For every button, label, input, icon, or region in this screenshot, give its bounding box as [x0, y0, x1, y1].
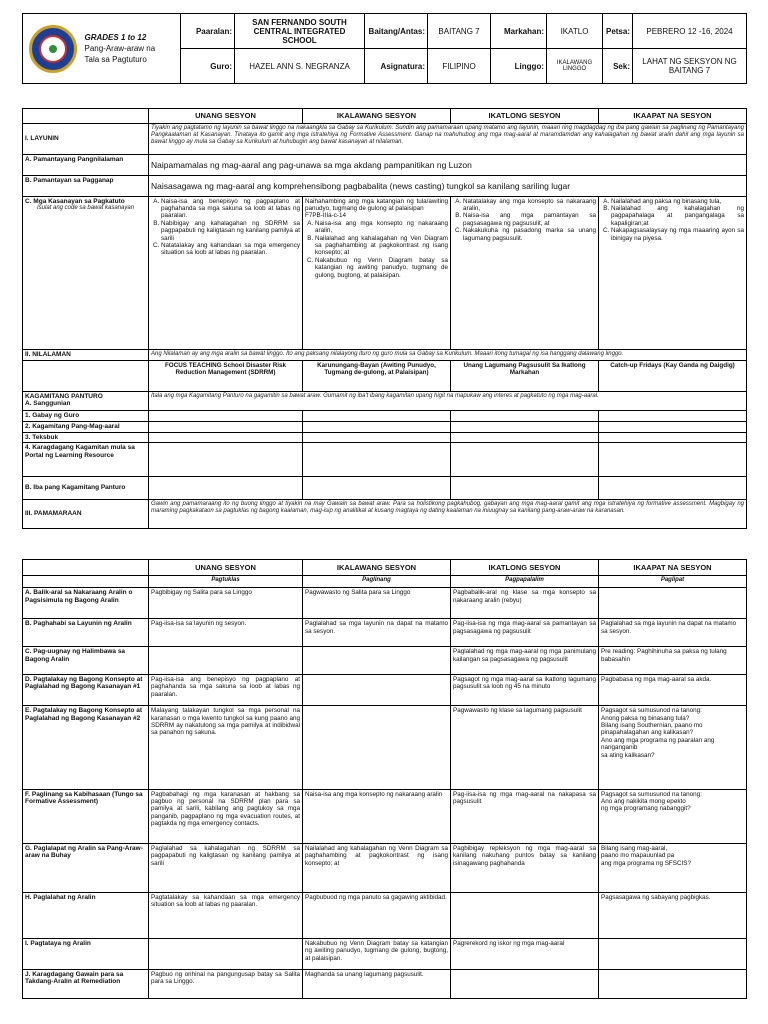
kasanayan-col4: [599, 196, 747, 349]
list-item: A. Natatalakay ang mga konsepto sa nakaraang aralin,: [463, 198, 596, 213]
phase-heading: Paglinang: [303, 576, 451, 588]
procedure-cell: Pagbabalik-aral ng klase sa mga konsepto sa nakaraang aralin (rebyu): [451, 588, 599, 619]
list-item: B. Naisa-isa ang mga pamantayan sa pagsasagawa ng pagsusulit, at: [463, 212, 596, 227]
procedure-cell: [599, 588, 747, 619]
kagamitang-pang-label: 2. Kagamitang Pang-Mag-aaral: [23, 421, 149, 432]
procedure-cell: [303, 706, 451, 789]
form-title: [83, 14, 181, 84]
guro-label: Guro:: [181, 49, 235, 84]
procedure-cell: Pag-iisa-isa ang benepisyo ng pagpaplano at paghahanda sa mga sakuna sa loob at labas ng paaralan.: [149, 675, 303, 706]
column-header: IKATLONG SESYON: [451, 109, 599, 124]
procedure-table: [22, 559, 747, 999]
procedure-rows: [23, 588, 747, 999]
phase-heading: Pagpapalalim: [451, 576, 599, 588]
procedure-cell: Pagsasagawa ng sabayang pagbigkas.: [599, 892, 747, 938]
form-title-line1: GRADES 1 to 12: [84, 33, 147, 42]
pamamaraan-label: III. PAMAMARAAN: [23, 499, 149, 528]
teksbuk-label: 3. Teksbuk: [23, 432, 149, 443]
column-header: IKALAWANG SESYON: [303, 560, 451, 576]
procedure-cell: Pagbabahagi ng mga karanasan at hakbang sa pagbuo ng personal na SDRRM plan para sa pamilya at sarili, kabilang ang pagtukoy sa mga panganib, pagpaplano ng mga evacuation routes, at pagtakda ng mga emergency contacts.: [149, 789, 303, 843]
competency-code: F7PB-IIIa-c-14: [305, 212, 346, 220]
procedure-cell: [149, 647, 303, 675]
procedure-row-label: B. Paghahabi sa Layunin ng Aralin: [23, 619, 149, 647]
phase-heading: Pagtuklas: [149, 576, 303, 588]
table-row: [23, 789, 747, 843]
procedure-cell: Pagsagot ng mga mag-aaral sa ikatlong lagumang pagsusulit sa loob ng 45 na minuto: [451, 675, 599, 706]
sek-value: LAHAT NG SEKSYON NG BAITANG 7: [633, 49, 747, 84]
gabay-label: 1. Gabay ng Guro: [23, 410, 149, 421]
sek-label: Sek:: [603, 49, 633, 84]
markahan-value: IKATLO: [547, 14, 603, 49]
column-header: IKAAPAT NA SESYON: [599, 560, 747, 576]
procedure-cell: [451, 970, 599, 999]
kasanayan-col2: [303, 196, 451, 349]
pamantayan-sa-pagganap-text: Naisasagawa ng mag-aaral ang komprehensibong pagbabalita (news casting) tungkol sa kanilang sariling lugar: [149, 175, 747, 196]
procedure-cell: Pagbuo ng orihinal na pangungusap batay sa Salita para sa Linggo.: [149, 970, 303, 999]
kagamitan-cell: [23, 392, 149, 411]
petsa-value: PEBRERO 12 -16, 2024: [633, 14, 747, 49]
list-item: A. Nailalahad ang paksa ng binasang tula,: [611, 198, 744, 205]
procedure-row-label: F. Paglinang sa Kabihasaan (Tungo sa Formative Assessment): [23, 789, 149, 843]
procedure-row-label: C. Pag-uugnay ng Halimbawa sa Bagong Aralin: [23, 647, 149, 675]
procedure-cell: [303, 675, 451, 706]
kasanayan-note: Isulat ang code sa bawat kasanayan: [37, 205, 135, 211]
procedure-cell: Maghanda sa unang lagumang pagsusulit.: [303, 970, 451, 999]
table-row: [23, 970, 747, 999]
list-item: C. Nakakukuha ng pasadong marka sa unang lagumang pagsusulit.: [463, 227, 596, 242]
list-item: A. Naisa-isa ang mga konsepto ng nakaraang aralin,: [315, 220, 448, 235]
sanggunian-label: A. Sanggunian: [25, 400, 71, 408]
procedure-cell: Pagbabasa ng mga mag-aaral sa akda.: [599, 675, 747, 706]
kasanayan-cell: [23, 196, 149, 349]
list-item: C. Nakabubuo ng Venn Diagram batay sa katangian ng awiting panudyo, tugmang de gulong, bugtong, at palaisipan.: [315, 257, 448, 279]
pamantayang-pangnilalaman-label: A. Pamantayang Pangnilalaman: [23, 154, 149, 175]
layunin-note: Tiyakin ang pagtatamo ng layunin sa bawat linggo na nakaangkla sa Gabay sa Kurikulum. Sundin ang pamamaraan upang matamo ang layunin, maaari ring magdagdag ng iba pang gawain sa paglinang ng Pamantayang Pangkaalaman at Kasanayan. Tinataya ito gamit ang mga istratehiya ng Formative Assessment. Ganap na mahuhubog ang mga mag-aaral at maramdamdan ang kahalagahan ng bawat aralin dahil ang mga layunin sa bawat linggo ay mula sa Gabay sa Kurikulum at huhubugin ang bawat kasanayan at nilalaman.: [149, 123, 747, 154]
markahan-label: Markahan:: [491, 14, 547, 49]
list-item: C. Natatalakay ang kahandaan sa mga emergency situation sa loob at labas ng paaralan.: [161, 242, 300, 257]
list-item: B. Nailalahad ang kahalagahan ng pagpapahalaga at pangangalaga sa kapaligiran;at: [611, 205, 744, 227]
column-header: IKAAPAT NA SESYON: [599, 109, 747, 124]
guro-value: HAZEL ANN S. NEGRANZA: [235, 49, 365, 84]
pamantayan-sa-pagganap-label: B. Pamantayan sa Pagganap: [23, 175, 149, 196]
asignatura-label: Asignatura:: [365, 49, 428, 84]
procedure-cell: [451, 892, 599, 938]
procedure-cell: Pagbubuod ng mga panuto sa gagawing aktibidad.: [303, 892, 451, 938]
table-row: [23, 675, 747, 706]
procedure-cell: Pagwawasto ng Salita para sa Linggo: [303, 588, 451, 619]
kasanayan-col1: [149, 196, 303, 349]
procedure-row-label: A. Balik-aral sa Nakaraang Aralin o Pagsisimula ng Bagong Aralin: [23, 588, 149, 619]
table-row: [23, 588, 747, 619]
column-header: IKALAWANG SESYON: [303, 109, 451, 124]
procedure-cell: Pag-iisa-isa ng mga mag-aaral sa pamantayan sa pagsasagawa ng pagsusulit: [451, 619, 599, 647]
kasanayan-col2-intro: Naihahambing ang mga katangian ng tula/awiting panudyo, tugmang de gulong at palaisipan: [305, 197, 448, 212]
linggo-value: IKALAWANG LINGGO: [547, 49, 603, 84]
table-row: [23, 619, 747, 647]
column-header: IKATLONG SESYON: [451, 560, 599, 576]
procedure-row-label: D. Pagtalakay ng Bagong Konsepto at Paglalahad ng Bagong Kasanayan #1: [23, 675, 149, 706]
procedure-cell: Nakabubuo ng Venn Diagram batay sa katangian ng awiting panudyo, tugmang de gulong, bugtong, at palaisipan.: [303, 938, 451, 969]
pamamaraan-note: Gawin ang pamamaraang ito ng buong linggo at tiyakin na may Gawain sa bawat araw. Para sa holistikong pagkahubog, gabayan ang mga mag-aaral gamit ang mga istratehiya ng formative assessment. Magbigay ng maraming pagkakataon sa pagtuklas ng bagong kaalaman, mag-isip ng analitikal at kusang magtaya ng dating kaalaman na iniuugnay sa kanilang pang-araw-araw na karanasan.: [149, 499, 747, 528]
pamantayang-pangnilalaman-text: Naipamamalas ng mag-aaral ang pag-unawa sa mga akdang pampanitikan ng Luzon: [149, 154, 747, 175]
layunin-label: I. LAYUNIN: [23, 123, 149, 154]
procedure-cell: Pagtatalakay sa kahandaan sa mga emergency situation sa loob at labas ng paaralan.: [149, 892, 303, 938]
procedure-cell: [599, 970, 747, 999]
content-heading: Unang Lagumang Pagsusulit Sa Ikatlong Markahan: [451, 360, 599, 391]
petsa-label: Petsa:: [603, 14, 633, 49]
procedure-cell: Malayang talakayan tungkol sa mga personal na karanasan o mga kwento tungkol sa kung paano ang SDRRM ay nakatulong sa mga pamilya at indibidwal sa panahon ng sakuna.: [149, 706, 303, 789]
list-item: A. Naisa-isa ang benepisyo ng pagpaplano at paghahanda sa mga sakuna sa loob at labas ng paaralan.: [161, 198, 300, 220]
procedure-cell: Pagbibigay repleksyon ng mga mag-aaral sa kanilang nakuhang puntos batay sa kanilang isinagawang paghahanda: [451, 843, 599, 892]
table-row: [23, 892, 747, 938]
procedure-cell: Pagbibigay ng Salita para sa Linggo: [149, 588, 303, 619]
paaralan-label: Paaralan:: [181, 14, 235, 49]
procedure-row-label: J. Karagdagang Gawain para sa Takdang-Aralin at Remediation: [23, 970, 149, 999]
form-title-line3: Tala sa Pagtuturo: [84, 55, 147, 64]
table-row: [23, 938, 747, 969]
procedure-cell: Naisa-isa ang mga konsepto ng nakaraang aralin: [303, 789, 451, 843]
procedure-cell: Pag-iisa-isa sa layunin ng sesyon.: [149, 619, 303, 647]
procedure-row-label: G. Paglalapat ng Aralin sa Pang-Araw-araw na Buhay: [23, 843, 149, 892]
content-heading: Catch-up Fridays (Kay Ganda ng Daigdig): [599, 360, 747, 391]
procedure-row-label: E. Pagtalakay ng Bagong Konsepto at Paglalahad ng Bagong Kasanayan #2: [23, 706, 149, 789]
asignatura-value: FILIPINO: [428, 49, 491, 84]
column-header: UNANG SESYON: [149, 109, 303, 124]
kasanayan-label: C. Mga Kasanayan sa Pagkatuto: [25, 197, 125, 205]
content-heading: FOCUS TEACHING School Disaster Risk Reduction Management (SDRRM): [149, 360, 303, 391]
form-title-line2: Pang-Araw-araw na: [84, 44, 156, 53]
procedure-cell: Paglalahad ng mga mag-aaral ng mga panimulang kailangan sa pagsasagawa ng pagsusulit: [451, 647, 599, 675]
procedure-row-label: H. Paglalahat ng Aralin: [23, 892, 149, 938]
procedure-cell: Pagrerekord ng iskor ng mga mag-aaral: [451, 938, 599, 969]
nilalaman-note: Ang Nilalaman ay ang mga aralin sa bawat linggo. Ito ang paksang nilalayong ituro ng guro mula sa Gabay sa Kurikulum. Maaari itong tumagal ng isa hanggang dalawang linggo.: [149, 349, 747, 360]
list-item: B. Nailalahad ang kahalagahan ng Ven Diagram sa paghahambing at pagkokontrast ng isang konsepto; at: [315, 235, 448, 257]
procedure-cell: Pagwawasto ng klase sa lagumang pagsusulit: [451, 706, 599, 789]
kasanayan-col3: [451, 196, 599, 349]
karagdagang-label: 4. Karagdagang Kagamitan mula sa Portal ng Learning Resource: [23, 443, 149, 476]
procedure-cell: Paglalahad sa mga layunin na dapat na matamo sa sesyon.: [599, 619, 747, 647]
nilalaman-label: II. NILALAMAN: [23, 349, 149, 360]
baitang-label: Baitang/Antas:: [365, 14, 428, 49]
header-table: [22, 13, 747, 84]
procedure-row-label: I. Pagtataya ng Aralin: [23, 938, 149, 969]
list-item: B. Nabibigay ang kahalagahan ng SDRRM sa pagpapabuti ng kaligtasan ng kanilang pamilya at sarili: [161, 220, 300, 242]
baitang-value: BAITANG 7: [428, 14, 491, 49]
linggo-label: Linggo:: [491, 49, 547, 84]
procedure-cell: Pagsagot sa sumusunod na tanong: Anong paksa ng binasang tula? Bilang isang Southernian, paano mo pinapahalagahan ang kalikasan? Ano ang mga programa ng paaralan ang nanganganib sa ating kalikasan?: [599, 706, 747, 789]
procedure-cell: [303, 647, 451, 675]
procedure-cell: [599, 938, 747, 969]
objectives-table: [22, 108, 747, 529]
iba-label: B. Iba pang Kagamitang Panturo: [23, 476, 149, 499]
procedure-cell: Paglalahad sa mga layunin na dapat na matamo sa sesyon.: [303, 619, 451, 647]
procedure-cell: Bilang isang mag-aaral, paano mo mapauunlad pa ang mga programa ng SFSCIS?: [599, 843, 747, 892]
table-row: [23, 647, 747, 675]
kagamitan-label: KAGAMITANG PANTURO: [25, 393, 103, 401]
procedure-cell: [149, 938, 303, 969]
content-heading: Karunungang-Bayan (Awiting Punudyo, Tugmang de-gulong, at Palaisipan): [303, 360, 451, 391]
procedure-cell: Pre reading: Paghihinuha sa paksa ng tulang babasahin: [599, 647, 747, 675]
paaralan-value: SAN FERNANDO SOUTH CENTRAL INTEGRATED SCHOOL: [235, 14, 365, 49]
kagamitan-note: Itala ang mga Kagamitang Panturo na gagamitin sa bawat araw. Gumamit ng iba't ibang kagamitan upang higit na mapukaw ang interes at pagkatuto ng mga mag-aaral.: [149, 392, 747, 411]
procedure-cell: Nailalahad ang kahalagahan ng Venn Diagram sa paghahambing at pagkokontrast ng isang konsepto; at: [303, 843, 451, 892]
column-header: UNANG SESYON: [149, 560, 303, 576]
deped-seal-icon: [29, 25, 77, 73]
school-logo: [23, 14, 83, 84]
list-item: C. Nakapagsasalaysay ng mga maaaring ayon sa ibinigay na piyesa.: [611, 227, 744, 242]
table-row: [23, 843, 747, 892]
procedure-cell: Pag-iisa-isa ng mga mag-aaral na nakapasa sa pagsusulit: [451, 789, 599, 843]
procedure-cell: Paglalahad sa kahalagahan ng SDRRM sa pagpapabuti ng kaligtasan ng kanilang pamilya at sarili: [149, 843, 303, 892]
phase-heading: Paglipat: [599, 576, 747, 588]
table-row: [23, 706, 747, 789]
procedure-cell: Pagsagot sa sumusunod na tanong: Ano ang nakikita mong epekto ng mga programang nabanggit?: [599, 789, 747, 843]
